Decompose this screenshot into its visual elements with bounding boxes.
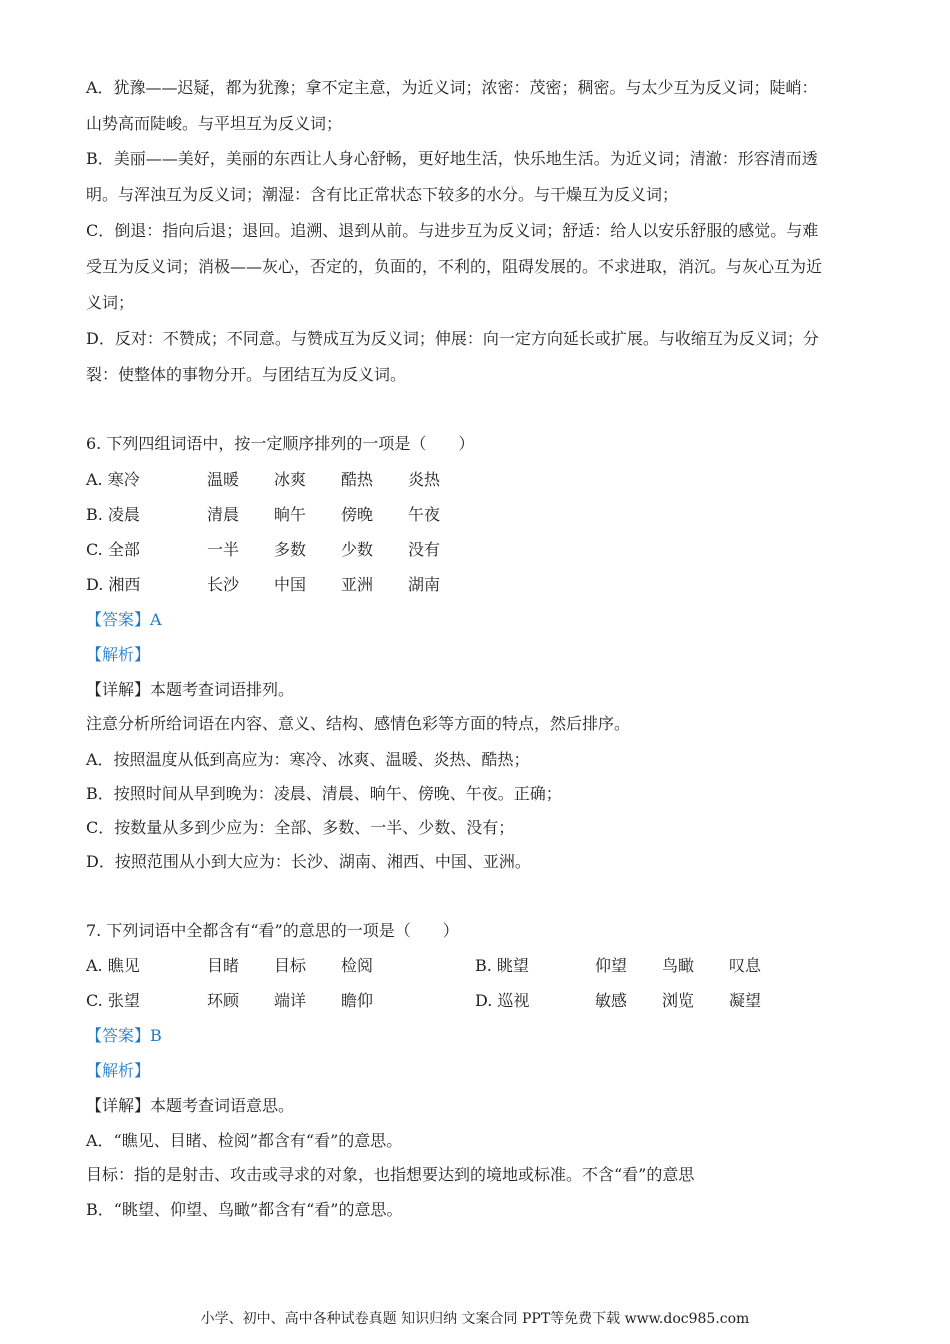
q7-word: 仰望 [595,956,628,975]
analysis-line: 裂：使整体的事物分开。与团结互为反义词。 [86,365,407,384]
q7-word: 瞻仰 [341,991,374,1010]
q6-option-a-label: A. 寒冷 [86,470,140,489]
q7-word: 环顾 [207,991,240,1010]
q7-word: 目标 [274,956,307,975]
q6-word: 湖南 [408,575,441,594]
q6-word: 多数 [274,540,307,559]
q7-detail: 【详解】本题考查词语意思。 [86,1096,295,1115]
q6-explain-line: D．按照范围从小到大应为：长沙、湖南、湘西、中国、亚洲。 [86,852,531,871]
q6-word: 清晨 [207,505,240,524]
q6-word: 午夜 [408,505,441,524]
q7-explain-line: 目标：指的是射击、攻击或寻求的对象，也指想要达到的境地或标准。不含“看”的意思 [86,1165,695,1184]
q7-option-d-label: D. 巡视 [475,991,530,1010]
q6-explain-line: A．按照温度从低到高应为：寒冷、冰爽、温暖、炎热、酷热； [86,750,530,769]
analysis-line: B．美丽——美好，美丽的东西让人身心舒畅，更好地生活，快乐地生活。为近义词；清澈：形容清而透 [86,149,818,168]
q6-word: 中国 [274,575,307,594]
analysis-line: 受互为反义词；消极——灰心，否定的，负面的，不利的，阻碍发展的。不求进取，消沉。与灰心互为近 [86,257,823,276]
analysis-line: 明。与浑浊互为反义词；潮湿：含有比正常状态下较多的水分。与干燥互为反义词； [86,185,679,204]
analysis-line: C．倒退：指向后退；退回。追溯、退到从前。与进步互为反义词；舒适：给人以安乐舒服的感觉。与难 [86,221,819,240]
q7-option-a-label: A. 瞧见 [86,956,140,975]
q6-word: 酷热 [341,470,374,489]
q7-word: 凝望 [729,991,762,1010]
q6-explain-line: B．按照时间从早到晚为：凌晨、清晨、晌午、傍晚、午夜。正确； [86,784,562,803]
q7-option-c-label: C. 张望 [86,991,140,1010]
q7-word: 鸟瞰 [662,956,695,975]
q7-word: 浏览 [662,991,695,1010]
question-7-stem: 7. 下列词语中全都含有“看”的意思的一项是（ ） [86,921,459,940]
q6-option-c-label: C. 全部 [86,540,140,559]
page-footer: 小学、初中、高中各种试卷真题 知识归纳 文案合同 PPT等免费下载 www.doc985.com [200,1311,750,1327]
q6-word: 傍晚 [341,505,374,524]
q6-word: 温暖 [207,470,240,489]
q6-word: 晌午 [274,505,307,524]
q7-explain-line: B．“眺望、仰望、鸟瞰”都含有“看”的意思。 [86,1200,403,1219]
q6-word: 一半 [207,540,240,559]
q6-detail: 【详解】本题考查词语排列。 [86,680,295,699]
q7-word: 叹息 [729,956,762,975]
q6-option-b-label: B. 凌晨 [86,505,140,524]
q6-word: 长沙 [207,575,240,594]
q6-word: 亚洲 [341,575,374,594]
analysis-line: A．犹豫——迟疑，都为犹豫；拿不定主意，为近义词；浓密：茂密；稠密。与太少互为反义词；陡峭： [86,78,818,97]
q7-analysis-tag: 【解析】 [86,1061,151,1080]
q7-explain-line: A．“瞧见、目睹、检阅”都含有“看”的意思。 [86,1131,403,1150]
q6-option-d-label: D. 湘西 [86,575,141,594]
analysis-line: 山势高而陡峻。与平坦互为反义词； [86,114,343,133]
q6-word: 少数 [341,540,374,559]
q6-explain-line: C．按数量从多到少应为：全部、多数、一半、少数、没有； [86,818,515,837]
q7-answer: 【答案】B [86,1026,162,1045]
question-6-stem: 6. 下列四组词语中，按一定顺序排列的一项是（ ） [86,434,475,453]
q6-word: 冰爽 [274,470,307,489]
q6-word: 没有 [408,540,441,559]
q7-option-b-label: B. 眺望 [475,956,529,975]
q6-analysis-tag: 【解析】 [86,645,151,664]
q6-note: 注意分析所给词语在内容、意义、结构、感情色彩等方面的特点，然后排序。 [86,714,631,733]
analysis-line: D．反对：不赞成；不同意。与赞成互为反义词；伸展：向一定方向延长或扩展。与收缩互为反义词；分 [86,329,819,348]
q7-word: 检阅 [341,956,374,975]
analysis-line: 义词； [86,293,135,312]
q6-word: 炎热 [408,470,441,489]
q7-word: 敏感 [595,991,628,1010]
q6-answer: 【答案】A [86,610,162,629]
q7-word: 端详 [274,991,307,1010]
q7-word: 目睹 [207,956,240,975]
